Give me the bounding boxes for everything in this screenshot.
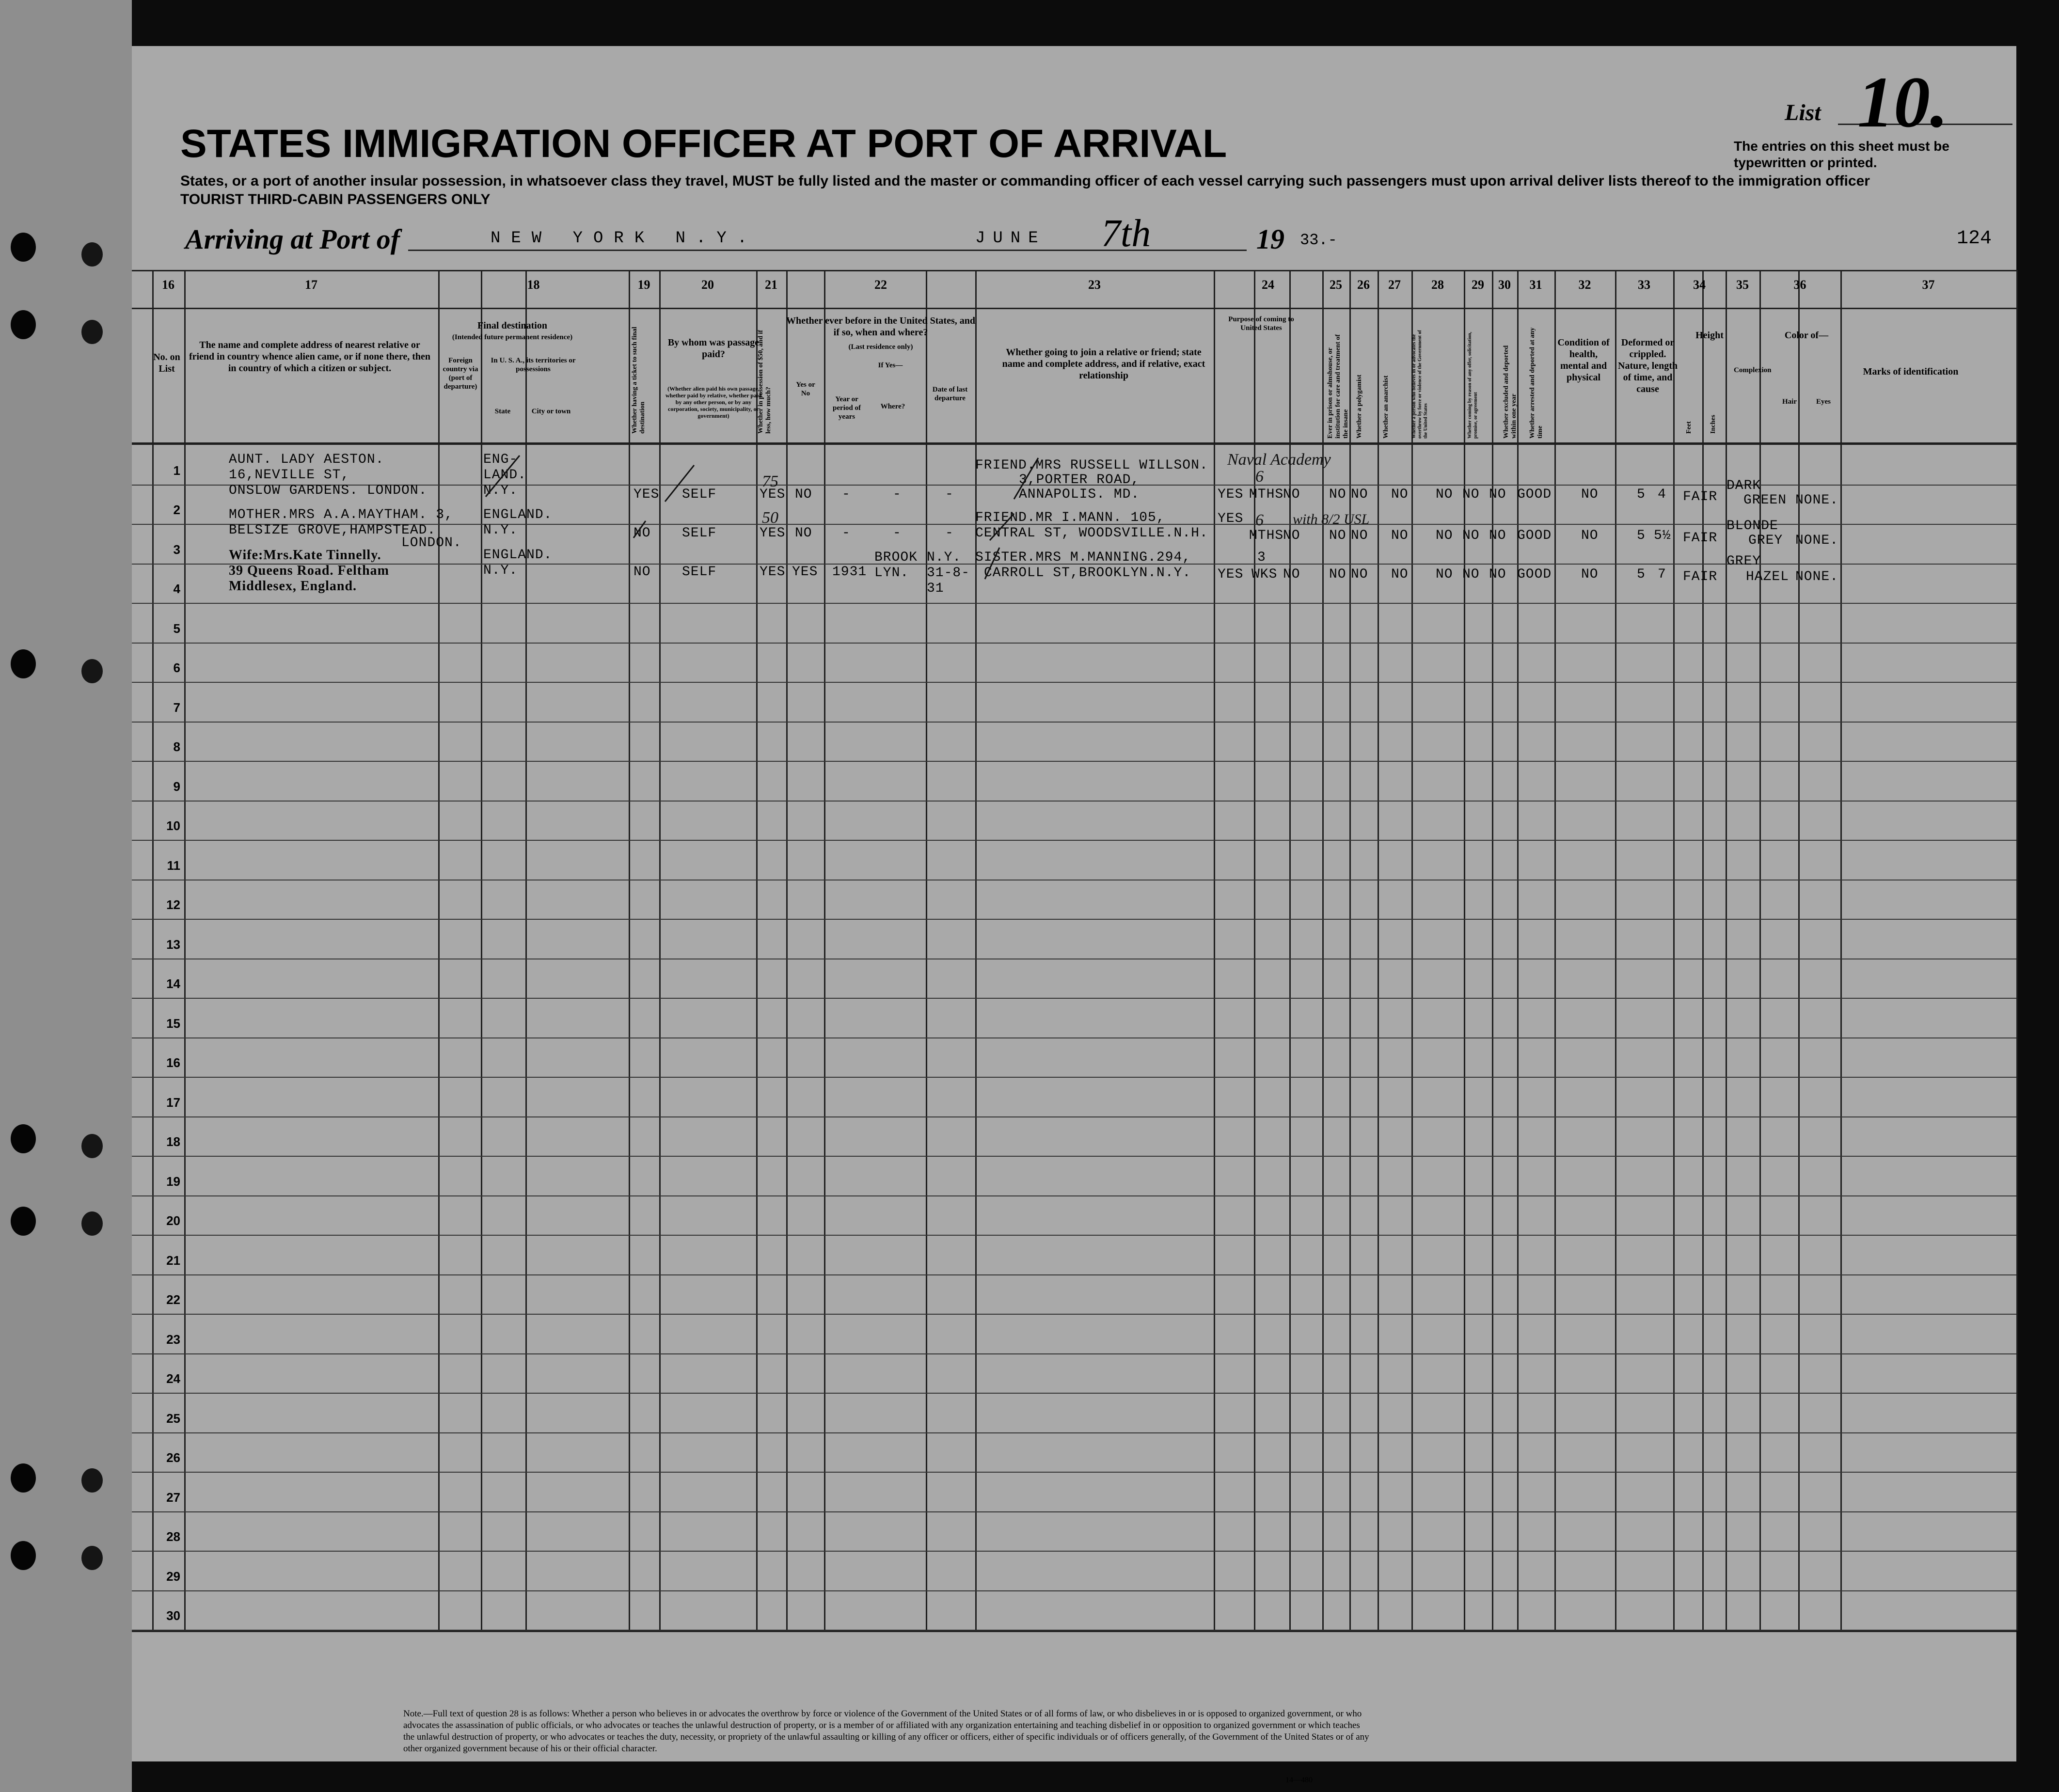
column-number: 35 xyxy=(1736,278,1749,292)
row-number: 8 xyxy=(173,739,180,754)
row1-c28: NO xyxy=(1391,487,1409,502)
col-35-header: Complexion xyxy=(1734,366,1772,374)
column-number: 22 xyxy=(874,278,887,292)
row2-c26: NO xyxy=(1329,528,1346,543)
row1-paid-by: SELF xyxy=(682,487,717,502)
row1-c25: NO xyxy=(1283,487,1300,502)
typed-note: The entries on this sheet must be typewritten or printed. xyxy=(1734,139,1949,170)
column-number: 25 xyxy=(1330,278,1342,292)
row3-deformed: NO xyxy=(1581,567,1599,582)
col-34-header: Height xyxy=(1695,330,1724,341)
column-number: 30 xyxy=(1498,278,1511,292)
row3-inches: 7 xyxy=(1658,567,1666,582)
row1-marks: NONE. xyxy=(1795,493,1839,508)
row-number: 4 xyxy=(173,582,180,596)
col-29-header: Whether coming by reason of any offer, solicitation, promise, or agreement xyxy=(1467,331,1478,439)
row2-money: YES xyxy=(760,526,786,541)
month-value: JUNE xyxy=(975,229,1046,248)
column-number: 24 xyxy=(1262,278,1274,292)
row1-departure: - xyxy=(945,487,954,502)
column-number: 20 xyxy=(701,278,714,292)
row-number: 27 xyxy=(166,1490,180,1505)
column-number: 21 xyxy=(765,278,777,292)
page-number: 124 xyxy=(1957,228,1992,250)
column-number: 34 xyxy=(1693,278,1706,292)
column-number: 27 xyxy=(1388,278,1401,292)
list-number: 10. xyxy=(1857,62,1948,142)
col-26-header: Whether a polygamist xyxy=(1356,375,1363,439)
column-number: 17 xyxy=(305,278,317,292)
row1-relative-line3: ONSLOW GARDENS. LONDON. xyxy=(229,483,428,498)
binding-hole xyxy=(81,320,103,344)
col-32-header: Condition of health, mental and physical xyxy=(1557,337,1610,383)
col-34-inches: Inches xyxy=(1710,415,1717,434)
row2-health: GOOD xyxy=(1517,528,1552,543)
row2-money-note: 50 xyxy=(762,509,778,527)
row-number: 22 xyxy=(166,1292,180,1307)
row3-purpose: YES xyxy=(1218,567,1244,582)
row1-money-note: 75 xyxy=(762,472,778,490)
row-number: 15 xyxy=(166,1016,180,1031)
row-number: 24 xyxy=(166,1371,180,1386)
row-number: 17 xyxy=(166,1095,180,1110)
row2-departure: - xyxy=(945,526,954,541)
binding-hole xyxy=(81,1546,103,1570)
year-suffix: 33.- xyxy=(1300,231,1337,249)
row1-relative-line1: AUNT. LADY AESTON. xyxy=(229,452,384,467)
list-label: List xyxy=(1785,100,1821,126)
row3-complexion: FAIR xyxy=(1683,569,1718,584)
row2-c31: NO xyxy=(1489,528,1506,543)
row3-ticket: NO xyxy=(634,565,651,580)
col-25-header: Ever in prison or almshouse, or institution for care and treatment of the insane xyxy=(1327,334,1349,439)
row3-c28: NO xyxy=(1391,567,1409,582)
row1-c30: NO xyxy=(1462,487,1480,502)
row2-c29: NO xyxy=(1436,528,1453,543)
row2-paid-by: SELF xyxy=(682,526,717,541)
row1-foreign-line3: N.Y. xyxy=(483,483,518,498)
col-22-header: Whether ever before in the United States, and if so, when and where? xyxy=(786,315,975,338)
row2-ticket: NO xyxy=(634,526,651,541)
row2-stay-length: 6 xyxy=(1255,511,1264,529)
row2-feet: 5 xyxy=(1637,528,1646,543)
row1-feet: 5 xyxy=(1637,487,1646,502)
col-21-header: Whether in possession of $50, and if less, how much? xyxy=(757,330,772,434)
row-number: 16 xyxy=(166,1055,180,1070)
row3-relative-line2: 39 Queens Road. Feltham xyxy=(229,563,389,578)
row3-money: YES xyxy=(760,565,786,580)
col-36-hair: Hair xyxy=(1782,398,1797,406)
row2-relative-line2: BELSIZE GROVE,HAMPSTEAD. xyxy=(229,523,436,538)
column-number: 18 xyxy=(527,278,540,292)
row3-marks: NONE. xyxy=(1795,569,1839,584)
row1-joining-line2: 3,PORTER ROAD, xyxy=(1019,472,1140,487)
column-number: 31 xyxy=(1529,278,1542,292)
col-36-eyes: Eyes xyxy=(1816,398,1831,406)
row3-joining-line2: CARROLL ST,BROOKLYN.N.Y. xyxy=(984,566,1191,581)
col-20-subheader: (Whether alien paid his own passage, whether paid by relative, whether paid by any other person, or by any corporation, society, municipality, or government) xyxy=(665,385,761,419)
row2-stay-unit: MTHS xyxy=(1249,528,1284,543)
row3-relative-line3: Middlesex, England. xyxy=(229,579,357,594)
row2-relative-line1: MOTHER.MRS A.A.MAYTHAM. 3, xyxy=(229,507,453,522)
col-16-header: No. on List xyxy=(153,352,180,374)
col-33-header: Deformed or crippled. Nature, length of time, and cause xyxy=(1618,337,1678,394)
binding-hole xyxy=(81,1134,103,1158)
row2-c28: NO xyxy=(1391,528,1409,543)
binding-hole xyxy=(81,1468,103,1493)
col-19-header: Whether having a ticket to such final destination xyxy=(631,327,646,434)
grid-column-line xyxy=(2016,270,2018,1631)
row3-relative-line1: Wife:Mrs.Kate Tinnelly. xyxy=(229,548,381,563)
row3-joining-line1: SISTER.MRS M.MANNING.294, xyxy=(975,550,1191,565)
row2-complexion: FAIR xyxy=(1683,531,1718,546)
day-value: 7th xyxy=(1101,212,1151,255)
row3-eyes: HAZEL xyxy=(1746,569,1790,584)
row1-joining-line3: ANNAPOLIS. MD. xyxy=(1019,487,1140,502)
row-number: 14 xyxy=(166,976,180,991)
row3-c30: NO xyxy=(1462,567,1480,582)
binding-hole xyxy=(81,1211,103,1236)
row3-c29: NO xyxy=(1436,567,1453,582)
column-number: 32 xyxy=(1578,278,1591,292)
row1-ticket: YES xyxy=(634,487,660,502)
row3-foreign-line1: ENGLAND. xyxy=(483,548,553,563)
row1-stay-unit: MTHS xyxy=(1249,487,1284,502)
row3-c27: NO xyxy=(1351,567,1368,582)
row1-foreign-line1: ENG- xyxy=(483,452,518,467)
row3-before-us: YES xyxy=(792,565,818,580)
row3-health: GOOD xyxy=(1517,567,1552,582)
row2-joining-line2: CENTRAL ST, WOODSVILLE.N.H. xyxy=(975,526,1208,541)
row-number: 30 xyxy=(166,1608,180,1623)
row1-hair: DARK xyxy=(1726,478,1761,493)
col-36-header: Color of— xyxy=(1784,330,1829,341)
row-number: 19 xyxy=(166,1174,180,1189)
row2-c25: NO xyxy=(1283,528,1300,543)
row3-stay-unit: WKS xyxy=(1251,567,1278,582)
col-30-header: Whether excluded and deported within one year xyxy=(1503,345,1518,439)
pen-check-marks xyxy=(132,46,2016,1761)
row-number: 25 xyxy=(166,1411,180,1426)
row-number: 13 xyxy=(166,937,180,952)
row1-health: GOOD xyxy=(1517,487,1552,502)
col-22-subheader: (Last residence only) xyxy=(848,343,913,351)
row-number: 12 xyxy=(166,897,180,912)
column-number: 28 xyxy=(1431,278,1444,292)
passenger-class-line: TOURIST THIRD-CABIN PASSENGERS ONLY xyxy=(180,191,491,207)
row2-year: - xyxy=(842,526,851,541)
row-number: 28 xyxy=(166,1529,180,1544)
instructions-line: States, or a port of another insular possession, in whatsoever class they travel, MUST be fully listed and the master or commanding officer of each vessel carrying such passengers must upon arrival deliver lists thereof to the immigration officer xyxy=(180,173,1870,189)
column-number: 26 xyxy=(1357,278,1370,292)
col-27-header: Whether an anarchist xyxy=(1382,375,1390,439)
row1-c29: NO xyxy=(1436,487,1453,502)
row2-marks: NONE. xyxy=(1795,533,1839,548)
row-number: 3 xyxy=(173,542,180,557)
row-number: 23 xyxy=(166,1332,180,1347)
col-22-yes-no: Yes or No xyxy=(796,381,815,397)
row3-stay-length: 3 xyxy=(1257,550,1266,565)
arriving-label: Arriving at Port of xyxy=(185,223,400,255)
row1-relative-line2: 16,NEVILLE ST, xyxy=(229,468,350,483)
footnote: Note.—Full text of question 28 is as follows: Whether a person who believes in or advocates the overthrow by force or violence of the Government of the United States or of all forms of law, or who disbelieves in or is opposed to organized government, or who advocates the assassination of public officials, or who advocates or teaches the unlawful destruction of property, or is a member of or affiliated with any organization entertaining and teaching disbelief in or opposition to organized government or which teaches the unlawful destruction of property, or who advocates or teaches the duty, necessity, or propriety of the unlawful assaulting or killing of any officer or officers, either of specific individuals or of officers generally, of the Government of the United States or of any other organized government because of his or their official character. xyxy=(403,1709,1369,1754)
binding-hole xyxy=(11,649,36,678)
row2-eyes: GREY xyxy=(1748,533,1783,548)
form-code: 14—480 xyxy=(1285,1776,1313,1784)
row3-paid-by: SELF xyxy=(682,565,717,580)
row-number: 7 xyxy=(173,700,180,715)
row-number: 20 xyxy=(166,1213,180,1228)
year-prefix: 19 xyxy=(1256,223,1284,255)
column-number: 33 xyxy=(1638,278,1650,292)
row2-hair: BLONDE xyxy=(1726,519,1778,534)
col-31-header: Whether arrested and deported at any time xyxy=(1529,327,1544,439)
row1-complexion: FAIR xyxy=(1683,489,1718,504)
binding-hole xyxy=(11,1541,36,1570)
col-17-header: The name and complete address of nearest relative or friend in country whence alien came, or if none there, then in country of which a citizen or subject. xyxy=(189,340,431,374)
column-number: 23 xyxy=(1088,278,1101,292)
binding-hole xyxy=(81,659,103,683)
row1-c31: NO xyxy=(1489,487,1506,502)
binding-hole xyxy=(11,310,36,339)
row2-foreign-line2: N.Y. xyxy=(483,523,518,538)
row1-purpose: YES xyxy=(1218,487,1244,502)
col-28-header: Whether a person who believes in or advocates the overthrow by force or violence of the Government of the United States xyxy=(1411,330,1428,439)
column-number: 37 xyxy=(1922,278,1935,292)
row1-foreign-line2: LAND. xyxy=(483,468,527,483)
row3-hair: GREY xyxy=(1726,554,1761,569)
row1-inches: 4 xyxy=(1658,487,1666,502)
col-18-header: Final destination xyxy=(477,320,547,331)
row1-stay-note: Naval Academy xyxy=(1227,451,1331,469)
row3-departure: N.Y. 31-8-31 xyxy=(927,550,970,596)
col-18-usa: In U. S. A., its territories or possessions xyxy=(491,357,576,373)
row1-where: - xyxy=(893,487,902,502)
row1-money: YES xyxy=(760,487,786,502)
previous-page-edge xyxy=(0,0,132,1792)
col-20-header: By whom was passage paid? xyxy=(667,337,760,360)
row-number: 18 xyxy=(166,1134,180,1149)
row-number: 29 xyxy=(166,1569,180,1584)
col-23-header: Whether going to join a relative or friend; state name and complete address, and if relative, exact relationship xyxy=(1002,347,1205,381)
row3-foreign-line2: N.Y. xyxy=(483,563,518,578)
col-22-where: Where? xyxy=(880,403,905,410)
row1-year: - xyxy=(842,487,851,502)
row2-joining-line1: FRIEND.MR I.MANN. 105, xyxy=(975,510,1165,525)
binding-hole xyxy=(11,1207,36,1236)
row3-c31: NO xyxy=(1489,567,1506,582)
row-number: 5 xyxy=(173,621,180,636)
column-number: 36 xyxy=(1793,278,1806,292)
row2-c27: NO xyxy=(1351,528,1368,543)
row-number: 21 xyxy=(166,1253,180,1268)
col-22-if-yes: If Yes— xyxy=(878,362,903,369)
row2-where: - xyxy=(893,526,902,541)
row1-c27: NO xyxy=(1351,487,1368,502)
column-number: 29 xyxy=(1472,278,1484,292)
row1-stay-length: 6 xyxy=(1255,468,1264,486)
row2-before-us: NO xyxy=(795,526,812,541)
col-18-state: State xyxy=(494,408,511,415)
binding-hole xyxy=(11,233,36,262)
col-18-city: City or town xyxy=(531,408,571,415)
port-value: NEW YORK N.Y. xyxy=(491,229,758,248)
binding-hole xyxy=(81,242,103,267)
col-22-departure: Date of last departure xyxy=(932,386,968,402)
row3-where: BROOK LYN. xyxy=(874,550,918,581)
row2-c30: NO xyxy=(1462,528,1480,543)
col-18-subheader: (Intended future permanent residence) xyxy=(452,333,573,341)
row-number: 26 xyxy=(166,1450,180,1465)
row1-deformed: NO xyxy=(1581,487,1599,502)
row3-c25: NO xyxy=(1283,567,1300,582)
row3-c26: NO xyxy=(1329,567,1346,582)
row1-before-us: NO xyxy=(795,487,812,502)
row2-inches: 5½ xyxy=(1654,528,1671,543)
row2-purpose: YES xyxy=(1218,511,1244,526)
row-number: 10 xyxy=(166,818,180,833)
col-34-feet: Feet xyxy=(1685,421,1693,434)
col-22-year: Year or period of years xyxy=(833,395,861,421)
row-number: 9 xyxy=(173,779,180,794)
row-number: 1 xyxy=(173,463,180,478)
row1-joining-line1: FRIEND.MRS RUSSELL WILLSON. xyxy=(975,458,1208,473)
binding-hole xyxy=(11,1463,36,1493)
col-37-header: Marks of identification xyxy=(1863,366,1959,377)
binding-hole xyxy=(11,1124,36,1153)
column-number: 19 xyxy=(637,278,650,292)
manifest-page xyxy=(132,46,2016,1784)
row3-year: 1931 xyxy=(832,565,867,580)
col-24-header: Purpose of coming to United States xyxy=(1228,315,1294,332)
row2-foreign-line1: ENGLAND. xyxy=(483,507,553,522)
row1-eyes: GREEN xyxy=(1743,493,1787,508)
row-number: 2 xyxy=(173,503,180,517)
row2-stay-note: with 8/2 USL xyxy=(1293,511,1370,527)
row2-relative-line3: LONDON. xyxy=(401,535,462,550)
row2-deformed: NO xyxy=(1581,528,1599,543)
page-title: STATES IMMIGRATION OFFICER AT PORT OF ARRIVAL xyxy=(180,122,1227,166)
row1-c26: NO xyxy=(1329,487,1346,502)
col-18-foreign: Foreign country via (port of departure) xyxy=(443,357,478,391)
row-number: 11 xyxy=(167,858,180,873)
row3-feet: 5 xyxy=(1637,567,1646,582)
row-number: 6 xyxy=(173,660,180,675)
column-number: 16 xyxy=(162,278,174,292)
